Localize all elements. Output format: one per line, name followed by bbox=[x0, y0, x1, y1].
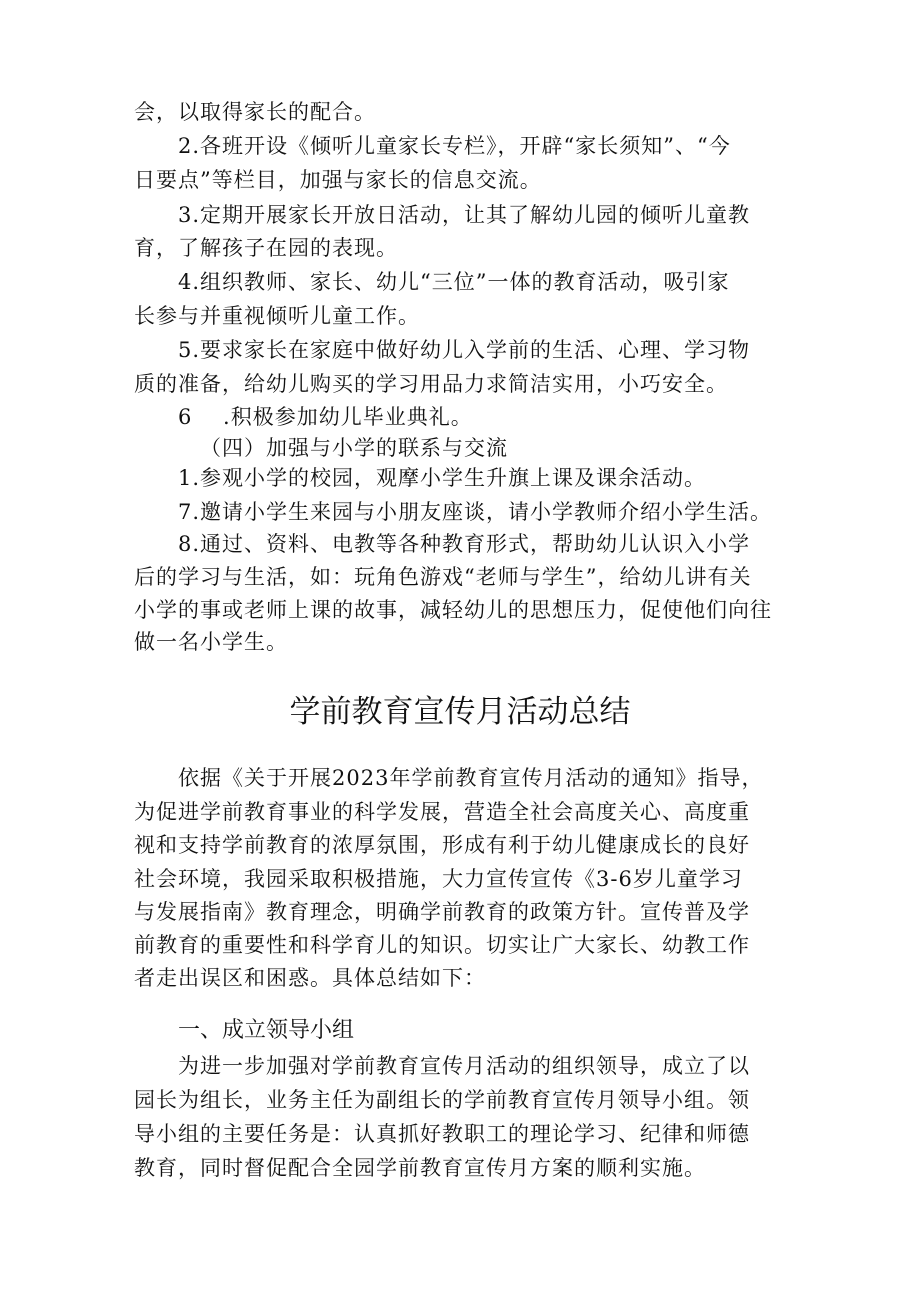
paragraph-line: 小学的事或老师上课的故事，减轻幼儿的思想压力，促使他们向往 bbox=[134, 598, 772, 622]
paragraph-line: 导小组的主要任务是：认真抓好教职工的理论学习、纪律和师德 bbox=[134, 1122, 750, 1146]
paragraph-line: 6 .积极参加幼儿毕业典礼。 bbox=[178, 405, 473, 429]
paragraph-line: 质的准备，给幼儿购买的学习用品力求简洁实用，小巧安全。 bbox=[134, 372, 728, 396]
paragraph-line: 育，了解孩子在园的表现。 bbox=[134, 236, 398, 260]
paragraph-line: 2.各班开设《倾听儿童家长专栏》，开辟“家长须知”、“今 bbox=[178, 134, 731, 158]
subsection-heading: （四）加强与小学的联系与交流 bbox=[200, 436, 508, 460]
document-title: 学前教育宣传月活动总结 bbox=[289, 694, 631, 730]
paragraph-line: 长参与并重视倾听儿童工作。 bbox=[134, 304, 420, 328]
section-heading: 一、成立领导小组 bbox=[178, 1018, 355, 1043]
paragraph-line: 4.组织教师、家长、幼儿“三位”一体的教育活动，吸引家 bbox=[178, 270, 730, 294]
paragraph-line: 为促进学前教育事业的科学发展，营造全社会高度关心、高度重 bbox=[134, 800, 750, 824]
paragraph-line: 为进一步加强对学前教育宣传月活动的组织领导，成立了以 bbox=[178, 1054, 750, 1078]
paragraph-line: 5.要求家长在家庭中做好幼儿入学前的生活、心理、学习物 bbox=[178, 338, 751, 362]
paragraph-line: 8.通过、资料、电教等各种教育形式，帮助幼儿认识入小学 bbox=[178, 532, 751, 556]
paragraph-line: 与发展指南》教育理念，明确学前教育的政策方针。宣传普及学 bbox=[134, 900, 750, 924]
paragraph-line: 教育，同时督促配合全园学前教育宣传月方案的顺利实施。 bbox=[134, 1156, 706, 1180]
paragraph-line: 会，以取得家长的配合。 bbox=[134, 100, 376, 124]
paragraph-line: 日要点”等栏目，加强与家长的信息交流。 bbox=[134, 168, 542, 192]
paragraph-line: 后的学习与生活，如：玩角色游戏“老师与学生”，给幼儿讲有关 bbox=[134, 565, 752, 589]
paragraph-line: 前教育的重要性和科学育儿的知识。切实让广大家长、幼教工作 bbox=[134, 933, 750, 957]
paragraph-line: 视和支持学前教育的浓厚氛围，形成有利于幼儿健康成长的良好 bbox=[134, 833, 750, 857]
paragraph-line: 1.参观小学的校园，观摩小学生升旗上课及课余活动。 bbox=[178, 466, 707, 490]
paragraph-line: 7.邀请小学生来园与小朋友座谈，请小学教师介绍小学生活。 bbox=[178, 500, 773, 524]
paragraph-line: 依据《关于开展2023年学前教育宣传月活动的通知》指导， bbox=[178, 766, 764, 790]
paragraph-line: 者走出误区和困惑。具体总结如下： bbox=[134, 966, 486, 990]
paragraph-line: 做一名小学生。 bbox=[134, 630, 288, 654]
paragraph-line: 园长为组长，业务主任为副组长的学前教育宣传月领导小组。领 bbox=[134, 1088, 750, 1112]
paragraph-line: 3.定期开展家长开放日活动，让其了解幼儿园的倾听儿童教 bbox=[178, 203, 751, 227]
paragraph-line: 社会环境，我园采取积极措施，大力宣传宣传《3-6岁儿童学习 bbox=[134, 867, 743, 891]
